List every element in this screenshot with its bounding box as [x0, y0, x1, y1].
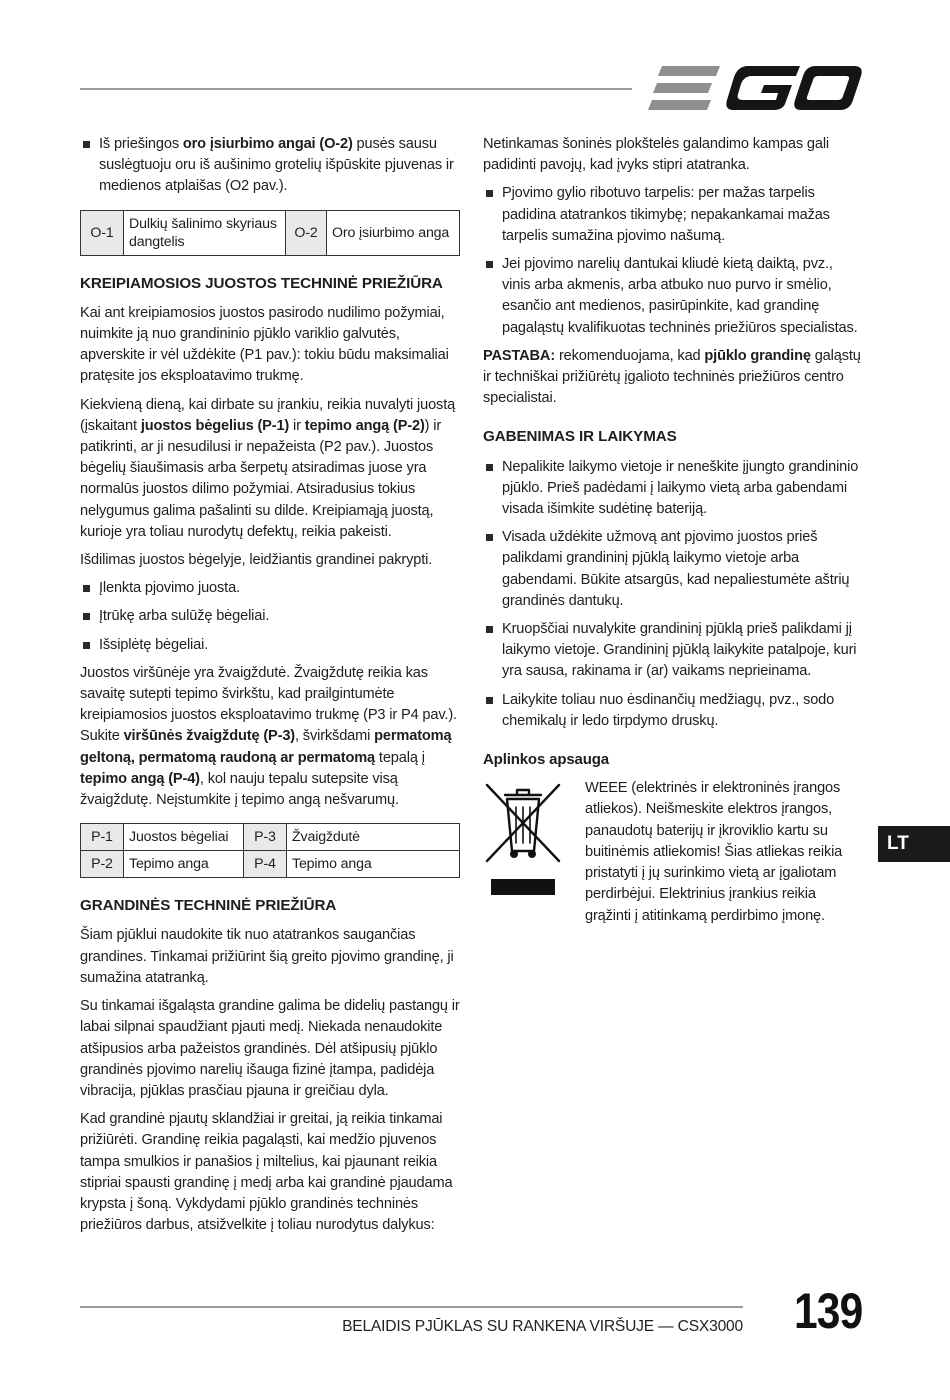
paragraph: Kiekvieną dieną, kai dirbate su įrankiu, reikia nuvalyti juostą (įskaitant juostos bėgelius (P-1) ir tepimo angą (P-2)) ir patikrinti, ar ji nesudilusi ir nepažeista (P2 pav.). Juostos bėgelių šiaušimasis arba šerpetų atsiradimas juose yra normalūs juostos dilimo požymiai. Atsiradusius tokius nelygumus galima pašalinti su dilde. Kreipiamąją juostą, kurioje yra toliau nurodytų defektų, reikia pakeisti. — [80, 396, 456, 540]
weee-crossed-bin-icon — [483, 781, 563, 895]
section-heading-chain-maintenance: GRANDINĖS TECHNINĖ PRIEŽIŪRA — [80, 897, 337, 915]
intro-list — [80, 134, 460, 198]
list-item: Įlenkta pjovimo juosta. — [80, 578, 460, 599]
paragraph: Su tinkamai išgaląsta grandine galima be didelių pastangų ir labai silpnai spaudžiant pjauti medį. Niekada nenaudokite atšipusios arba pažeistos grandinės. Dėl atšipusių pjūklo grandinės pjovimo narelių išauga fizinė įtampa, padidėja vibracija, pjūklas prasčiau pjauna ir greičiau dyla. — [80, 998, 460, 1099]
weee-text: WEEE (elektrinės ir elektroninės įrangos atliekos). Neišmeskite elektros įrangos, panaudotų baterijų ir įkroviklio kartu su buitinėmis atliekomis! Šias atliekas reikia pristatyti į jų surinkimo vietą ar įgaliotam perdirbėjui. Elektrinius įrankius reikia grąžinti į atitinkamą perdirbimo įmonę. — [585, 780, 843, 924]
parts-table-o — [80, 210, 460, 256]
paragraph: Šiam pjūklui naudokite tik nuo atatrankos saugančias grandines. Tinkamai prižiūrint šią greito pjovimo grandinę, ji sumažina atatranką. — [80, 927, 454, 986]
storage-list — [483, 457, 865, 732]
paragraph: Juostos viršūnėje yra žvaigždutė. Žvaigždutę reikia kas savaitę sutepti tepimo švirkštu, kad prailgintumėte kreipiamosios juostos eksploatavimo trukmę (P3 ir P4 pav.). Sukite viršūnės žvaigždutę (P-3), švirkšdami permatomą geltoną, permatomą raudoną ar permatomą tepalą į tepimo angą (P-4), kol nauju tepalu sutepsite visą žvaigždutę. Neįstumkite į tepimo angą nešvarumų. — [80, 664, 457, 809]
section-heading-bar-maintenance: KREIPIAMOSIOS JUOSTOS TECHNINĖ PRIEŽIŪRA — [80, 274, 443, 292]
page-number: 139 — [794, 1283, 863, 1339]
defect-list — [80, 578, 460, 656]
right-column — [483, 134, 865, 927]
weee-block — [483, 778, 865, 926]
table-row — [81, 210, 460, 255]
paragraph: Išdilimas juostos bėgelyje, leidžiantis grandinei pakrypti. — [80, 552, 433, 569]
header-rule — [80, 88, 632, 90]
ego-logo — [648, 60, 863, 118]
paragraph: Kai ant kreipiamosios juostos pasirodo nudilimo požymiai, nuimkite ją nuo grandininio pjūklo variklio galvutės, apverskite ir vėl uždėkite (P1 pav.): tokiu būdu maksimaliai pratęsite jos eksploatavimo trukmę. — [80, 304, 449, 385]
list-item: Pjovimo gylio ribotuvo tarpelis: per mažas tarpelis padidina atatrankos tikimybę; nepakankamai mažas tarpelis sumažina pjovimo našumą. — [483, 183, 865, 247]
table-cell-label: Tepimo anga — [287, 851, 460, 878]
list-item: Iš priešingos oro įsiurbimo angai (O-2) pusės sausu suslėgtuoju oru iš aušinimo grotelių išpūskite pjuvenas ir medienos atplaišas (O2 pav.). — [80, 134, 460, 198]
list-item: Išsiplėtę bėgeliai. — [80, 635, 460, 656]
table-cell-code: P-3 — [244, 824, 287, 851]
table-cell-label: Tepimo anga — [124, 851, 244, 878]
list-item: Visada uždėkite užmovą ant pjovimo juostos prieš palikdami grandininį pjūklą laikymo vietoje arba gabendami. Būkite atsargūs, kad nepaliestumėte aštrių grandinės dantukų. — [483, 527, 865, 612]
left-column — [80, 134, 460, 1243]
table-cell-code: O-1 — [81, 210, 124, 255]
list-item: Įtrūkę arba sulūžę bėgeliai. — [80, 606, 460, 627]
note-label: PASTABA: — [483, 347, 556, 364]
list-item: Nepalikite laikymo vietoje ir neneškite įjungto grandininio pjūklo. Prieš padėdami į laikymo vietą arba gabendami visada išimkite sudėtinę bateriją. — [483, 457, 865, 521]
table-cell-code: P-4 — [244, 851, 287, 878]
table-cell-label: Juostos bėgeliai — [124, 824, 244, 851]
language-tab: LT — [878, 826, 950, 862]
table-cell-label: Žvaigždutė — [287, 824, 460, 851]
section-heading-transport-storage: GABENIMAS IR LAIKYMAS — [483, 428, 677, 446]
table-row — [81, 851, 460, 878]
section-heading-environment: Aplinkos apsauga — [483, 751, 609, 769]
chain-tips-list — [483, 183, 865, 338]
table-cell-code: P-2 — [81, 851, 124, 878]
table-cell-code: P-1 — [81, 824, 124, 851]
table-cell-code: O-2 — [286, 210, 327, 255]
table-cell-label: Dulkių šalinimo skyriaus dangtelis — [124, 210, 286, 255]
list-item: Jei pjovimo narelių dantukai kliudė kietą daiktą, pvz., vinis arba akmenis, arba atbuko nuo purvo ir smėlio, esančio ant medienos, pasirūpinkite, kad grandinę pagaląstų kvalifikuotas techninės priežiūros specialistas. — [483, 254, 865, 339]
list-item: Laikykite toliau nuo ėsdinančių medžiagų, pvz., sodo chemikalų ir ledo tirpdymo druskų. — [483, 690, 865, 732]
footer-rule — [80, 1306, 743, 1308]
table-row — [81, 824, 460, 851]
paragraph: Kad grandinė pjautų sklandžiai ir greitai, ją reikia tinkamai prižiūrėti. Grandinę reikia pagaląsti, kai medžio pjuvenos tampa smulkios ir panašios į miltelius, kai pjaunant reikia stipriai spausti grandinę į medį arba kai grandinė pjaudama krypsta į šoną. Vykdydami pjūklo grandinės techninės priežiūros darbus, atsižvelkite į toliau nurodytus dalykus: — [80, 1111, 453, 1234]
weee-icon-wrap — [483, 778, 571, 926]
footer-title: BELAIDIS PJŪKLAS SU RANKENA VIRŠUJE — CSX3000 — [342, 1318, 743, 1335]
table-cell-label: Oro įsiurbimo anga — [327, 210, 460, 255]
list-item: Kruopščiai nuvalykite grandininį pjūklą prieš palikdami jį laikymo vietoje. Grandininį pjūklą laikykite patalpoje, kuri yra sausa, rakinama ir (ar) vaikams neprieinama. — [483, 619, 865, 683]
parts-table-p — [80, 823, 460, 878]
note-paragraph: PASTABA: rekomenduojama, kad pjūklo grandinę galąstų ir techniškai prižiūrėtų įgalioto techninės priežiūros centro specialistai. — [483, 347, 861, 407]
paragraph: Netinkamas šoninės plokštelės galandimo kampas gali padidinti pavojų, kad įvyks stipri atatranka. — [483, 136, 830, 174]
